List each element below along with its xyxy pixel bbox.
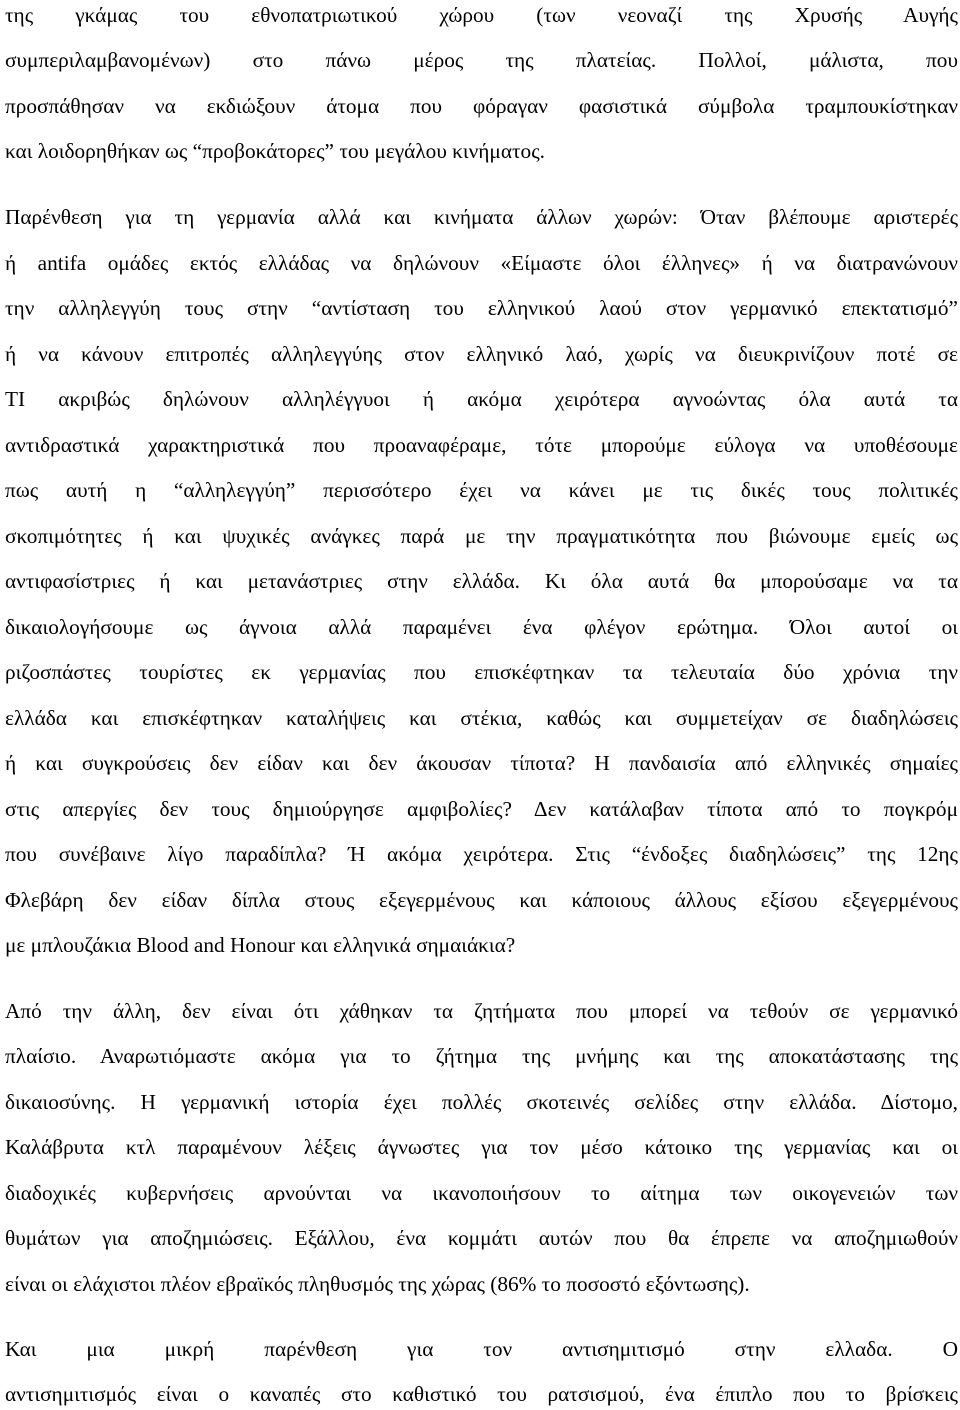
text-line: και λοιδορηθήκαν ως “προβοκάτορες” του μεγάλου κινήματος. bbox=[5, 139, 545, 163]
text-line: δικαιοσύνης. Η γερμανική ιστορία έχει πολλές σκοτεινές σελίδες στην ελλάδα. Δίστομο, bbox=[5, 1090, 958, 1114]
text-line: Φλεβάρη δεν είδαν δίπλα στους εξεγερμένους και κάποιους άλλους εξίσου εξεγερμένους bbox=[5, 888, 958, 912]
text-line: της γκάμας του εθνοπατριωτικού χώρου (των νεοναζί της Χρυσής Αυγής bbox=[5, 3, 958, 27]
text-line: Και μια μικρή παρένθεση για τον αντισημιτισμό στην ελλαδα. Ο bbox=[5, 1337, 958, 1361]
text-line: ΤΙ ακριβώς δηλώνουν αλληλέγγυοι ή ακόμα χειρότερα αγνοώντας όλα αυτά τα bbox=[5, 387, 958, 411]
text-line: ελλάδα και επισκέφτηκαν καταλήψεις και στέκια, καθώς και συμμετείχαν σε διαδηλώσεις bbox=[5, 706, 958, 730]
text-line: ή να κάνουν επιτροπές αλληλεγγύης στον ελληνικό λαό, χωρίς να διευκρινίζουν ποτέ σε bbox=[5, 342, 958, 366]
text-line: σκοπιμότητες ή και ψυχικές ανάγκες παρά με την πραγματικότητα που βιώνουμε εμείς ως bbox=[5, 524, 958, 548]
text-line: ή και συγκρούσεις δεν είδαν και δεν άκουσαν τίποτα? Η πανδαισία από ελληνικές σημαίες bbox=[5, 751, 958, 775]
text-line: συμπεριλαμβανομένων) στο πάνω μέρος της πλατείας. Πολλοί, μάλιστα, που bbox=[5, 48, 958, 72]
text-line: διαδοχικές κυβερνήσεις αρνούνται να ικανοποιήσουν το αίτημα των οικογενειών των bbox=[5, 1181, 958, 1205]
text-line: θυμάτων για αποζημιώσεις. Εξάλλου, ένα κομμάτι αυτών που θα έπρεπε να αποζημιωθούν bbox=[5, 1226, 958, 1250]
text-line: με μπλουζάκια Blood and Honour και ελληνικά σημαιάκια? bbox=[5, 933, 516, 957]
text-line: που συνέβαινε λίγο παραδίπλα? Ή ακόμα χειρότερα. Στις “ένδοξες διαδηλώσεις” της 12ης bbox=[5, 842, 958, 866]
text-line: προσπάθησαν να εκδιώξουν άτομα που φόραγαν φασιστικά σύμβολα τραμπουκίστηκαν bbox=[5, 94, 958, 118]
text-line: Καλάβρυτα κτλ παραμένουν λέξεις άγνωστες για τον μέσο κάτοικο της γερμανίας και οι bbox=[5, 1135, 958, 1159]
text-line: πλαίσιο. Αναρωτιόμαστε ακόμα για το ζήτημα της μνήμης και της αποκατάστασης της bbox=[5, 1044, 958, 1068]
text-line: είναι οι ελάχιστοι πλέον εβραϊκός πληθυσμός της χώρας (86% το ποσοστό εξόντωσης). bbox=[5, 1272, 750, 1296]
text-line: αντιδραστικά χαρακτηριστικά που προαναφέραμε, τότε μπορούμε εύλογα να υποθέσουμε bbox=[5, 433, 958, 457]
text-line: στις απεργίες δεν τους δημιούργησε αμφιβολίες? Δεν κατάλαβαν τίποτα από το πογκρόμ bbox=[5, 797, 958, 821]
text-line: δικαιολογήσουμε ως άγνοια αλλά παραμένει ένα φλέγον ερώτημα. Όλοι αυτοί οι bbox=[5, 615, 958, 639]
text-line: αντισημιτισμός είναι ο καναπές στο καθιστικό του ρατσισμού, ένα έπιπλο που το βρίσκεις bbox=[5, 1382, 958, 1406]
text-line: αντιφασίστριες ή και μετανάστριες στην ελλάδα. Κι όλα αυτά θα μπορούσαμε να τα bbox=[5, 569, 958, 593]
text-line: ριζοσπάστες τουρίστες εκ γερμανίας που επισκέφτηκαν τα τελευταία δύο χρόνια την bbox=[5, 660, 958, 684]
text-line: Παρένθεση για τη γερμανία αλλά και κινήματα άλλων χωρών: Όταν βλέπουμε αριστερές bbox=[5, 205, 958, 229]
text-line: ή antifa ομάδες εκτός ελλάδας να δηλώνουν «Είμαστε όλοι έλληνες» ή να διατρανώνουν bbox=[5, 251, 958, 275]
text-line: Από την άλλη, δεν είναι ότι χάθηκαν τα ζητήματα που μπορεί να τεθούν σε γερμανικό bbox=[5, 999, 958, 1023]
text-line: την αλληλεγγύη τους στην “αντίσταση του ελληνικού λαού στον γερμανικό επεκτατισμό” bbox=[5, 296, 958, 320]
text-line: πως αυτή η “αλληλεγγύη” περισσότερο έχει να κάνει με τις δικές τους πολιτικές bbox=[5, 478, 958, 502]
